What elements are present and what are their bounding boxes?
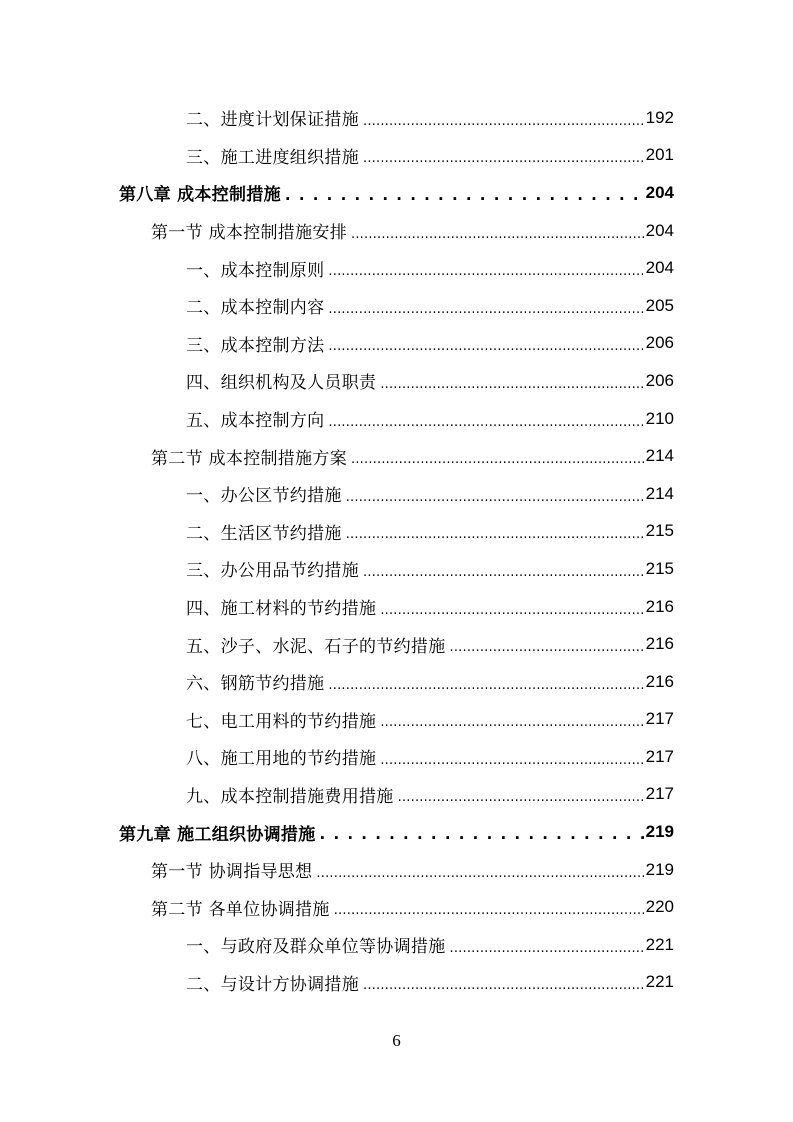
toc-entry-page-number: 206 (645, 333, 674, 353)
toc-subsection-entry[interactable] (0, 513, 793, 551)
toc-entry-page-number: 204 (645, 182, 674, 202)
dot-leader (363, 561, 644, 581)
toc-section-entry[interactable] (0, 888, 793, 926)
toc-entry-label: 七、电工用料的节约措施 (186, 711, 377, 732)
table-of-contents (0, 99, 793, 1001)
dot-leader (380, 373, 643, 393)
toc-subsection-entry[interactable] (0, 776, 793, 814)
toc-entry-label: 二、生活区节约措施 (186, 523, 342, 544)
dot-leader (328, 260, 643, 280)
toc-entry-page-number: 215 (645, 558, 674, 578)
toc-entry-page-number: 220 (645, 897, 674, 917)
dot-leader (380, 749, 643, 769)
toc-entry-page-number: 192 (645, 107, 674, 127)
toc-subsection-entry[interactable] (0, 588, 793, 626)
page-number: 6 (392, 1031, 401, 1050)
dot-leader (450, 636, 644, 656)
dot-leader (285, 185, 644, 205)
toc-entry-label: 九、成本控制措施费用措施 (186, 786, 394, 807)
toc-entry-page-number: 201 (645, 145, 674, 165)
toc-subsection-entry[interactable] (0, 964, 793, 1002)
toc-section-entry[interactable] (0, 851, 793, 889)
toc-subsection-entry[interactable] (0, 550, 793, 588)
toc-entry-page-number: 217 (645, 746, 674, 766)
toc-entry-label: 一、成本控制原则 (186, 260, 325, 281)
dot-leader (351, 223, 644, 243)
toc-entry-page-number: 219 (645, 859, 674, 879)
toc-entry-label: 五、成本控制方向 (186, 411, 325, 432)
dot-leader (363, 147, 644, 167)
toc-entry-label: 第二节 成本控制措施方案 (151, 448, 348, 469)
dot-leader (398, 786, 644, 806)
toc-subsection-entry[interactable] (0, 325, 793, 363)
toc-subsection-entry[interactable] (0, 137, 793, 175)
dot-leader (380, 711, 643, 731)
toc-subsection-entry[interactable] (0, 362, 793, 400)
toc-entry-label: 三、施工进度组织措施 (186, 147, 359, 168)
dot-leader (346, 486, 644, 506)
toc-entry-page-number: 217 (645, 784, 674, 804)
toc-entry-label: 三、办公用品节约措施 (186, 561, 359, 582)
toc-subsection-entry[interactable] (0, 287, 793, 325)
toc-entry-label: 五、沙子、水泥、石子的节约措施 (186, 636, 446, 657)
toc-entry-page-number: 214 (645, 483, 674, 503)
dot-leader (320, 824, 644, 844)
toc-entry-label: 三、成本控制方法 (186, 335, 325, 356)
toc-entry-label: 四、施工材料的节约措施 (186, 599, 377, 620)
toc-entry-label: 第八章 成本控制措施 (119, 185, 281, 206)
toc-entry-label: 六、钢筋节约措施 (186, 674, 325, 695)
toc-subsection-entry[interactable] (0, 625, 793, 663)
toc-entry-page-number: 204 (645, 220, 674, 240)
toc-entry-label: 一、与政府及群众单位等协调措施 (186, 937, 446, 958)
toc-entry-label: 二、进度计划保证措施 (186, 110, 359, 131)
dot-leader (363, 110, 644, 130)
dot-leader (316, 862, 643, 882)
toc-entry-label: 二、成本控制内容 (186, 298, 325, 319)
toc-section-entry[interactable] (0, 212, 793, 250)
toc-subsection-entry[interactable] (0, 99, 793, 137)
toc-entry-label: 第一节 协调指导思想 (151, 862, 313, 883)
toc-entry-label: 八、施工用地的节约措施 (186, 749, 377, 770)
toc-entry-page-number: 216 (645, 671, 674, 691)
dot-leader (380, 599, 643, 619)
toc-subsection-entry[interactable] (0, 663, 793, 701)
toc-chapter-entry[interactable] (0, 174, 793, 212)
toc-entry-page-number: 205 (645, 295, 674, 315)
toc-subsection-entry[interactable] (0, 475, 793, 513)
toc-entry-page-number: 221 (645, 972, 674, 992)
dot-leader (328, 298, 643, 318)
dot-leader (328, 411, 643, 431)
toc-entry-page-number: 219 (645, 822, 674, 842)
toc-entry-page-number: 206 (645, 370, 674, 390)
dot-leader (346, 523, 644, 543)
toc-entry-page-number: 216 (645, 634, 674, 654)
toc-entry-page-number: 214 (645, 446, 674, 466)
toc-entry-label: 四、组织机构及人员职责 (186, 373, 377, 394)
dot-leader (328, 335, 643, 355)
dot-leader (328, 674, 643, 694)
toc-entry-page-number: 221 (645, 934, 674, 954)
toc-entry-label: 一、办公区节约措施 (186, 486, 342, 507)
toc-entry-page-number: 215 (645, 521, 674, 541)
toc-entry-label: 第一节 成本控制措施安排 (151, 223, 348, 244)
toc-entry-label: 第二节 各单位协调措施 (151, 899, 330, 920)
toc-subsection-entry[interactable] (0, 400, 793, 438)
dot-leader (334, 899, 644, 919)
toc-subsection-entry[interactable] (0, 701, 793, 739)
dot-leader (351, 448, 644, 468)
toc-subsection-entry[interactable] (0, 738, 793, 776)
toc-entry-page-number: 216 (645, 596, 674, 616)
dot-leader (363, 974, 644, 994)
toc-entry-page-number: 210 (645, 408, 674, 428)
toc-entry-label: 二、与设计方协调措施 (186, 974, 359, 995)
dot-leader (450, 937, 644, 957)
toc-subsection-entry[interactable] (0, 249, 793, 287)
toc-entry-page-number: 204 (645, 258, 674, 278)
toc-entry-page-number: 217 (645, 709, 674, 729)
toc-chapter-entry[interactable] (0, 813, 793, 851)
toc-subsection-entry[interactable] (0, 926, 793, 964)
toc-entry-label: 第九章 施工组织协调措施 (119, 824, 316, 845)
toc-section-entry[interactable] (0, 437, 793, 475)
